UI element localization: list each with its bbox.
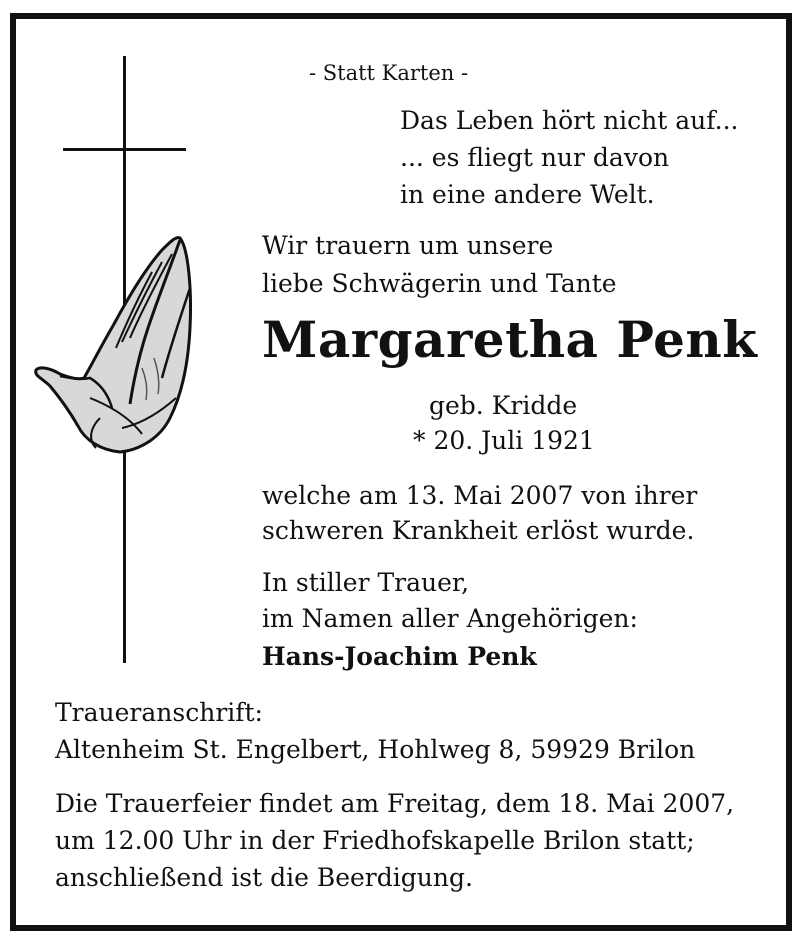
intro-line-1: Wir trauern um unsere [262,231,554,260]
address-label: Traueranschrift: [55,698,263,727]
service-line-3: anschließend ist die Beerdigung. [55,863,473,892]
statt-karten-label: - Statt Karten - [309,61,469,85]
mourners-line-2: im Namen aller Angehörigen: [262,604,638,633]
birth-date: * 20. Juli 1921 [413,426,595,455]
intro-line-2: liebe Schwägerin und Tante [262,269,617,298]
service-line-2: um 12.00 Uhr in der Friedhofskapelle Brilon statt; [55,826,695,855]
death-notice-line-2: schweren Krankheit erlöst wurde. [262,516,695,545]
signer-name: Hans-Joachim Penk [262,642,537,671]
service-line-1: Die Trauerfeier findet am Freitag, dem 18. Mai 2007, [55,789,735,818]
quote-line-1: Das Leben hört nicht auf... [400,106,739,135]
mourners-line-1: In stiller Trauer, [262,568,470,597]
death-notice-line-1: welche am 13. Mai 2007 von ihrer [262,481,698,510]
birth-name: geb. Kridde [429,391,578,420]
address-value: Altenheim St. Engelbert, Hohlweg 8, 59929 Brilon [55,735,696,764]
quote-line-2: ... es fliegt nur davon [400,143,670,172]
praying-hands-icon [30,228,200,458]
deceased-name: Margaretha Penk [262,310,758,369]
quote-line-3: in eine andere Welt. [400,180,655,209]
